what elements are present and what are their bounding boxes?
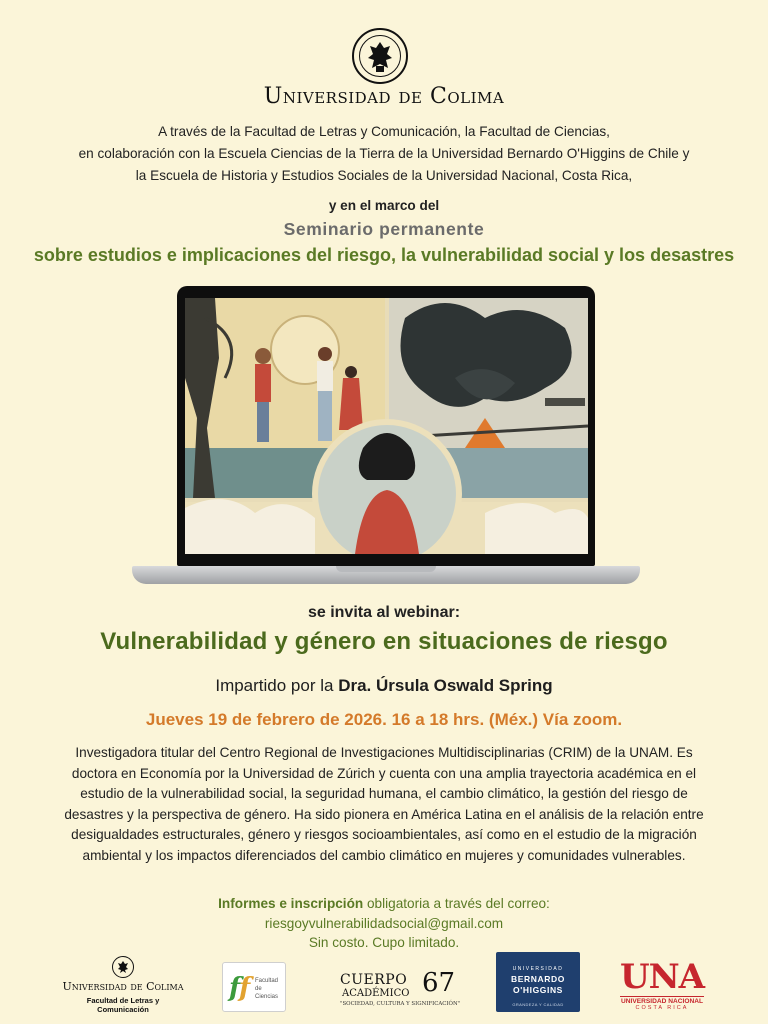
seminar-subtitle: sobre estudios e implicaciones del riesgo, la vulnerabilidad social y los desastres	[33, 245, 735, 265]
logo-cuerpo-academico	[340, 968, 461, 1010]
registration-label	[0, 896, 768, 911]
event-date: Jueves 19 de febrero de 2026. 16 a 18 hrs. (Méx.) Vía zoom.	[145, 710, 623, 729]
speaker-bio: Investigadora titular del Centro Regional de Investigaciones Multidisciplinarias (CRIM) de la UNAM. Es doctora en Economía por la Universidad de Zúrich y cuenta con una amplia trayectoria académica en el estudio de la vulnerabilidad social, la seguridad humana, el cambio climático, la gestión del riesgo de desastres y la perspectiva de género. Ha sido pionera en América Latina en el análisis de la relación entre desigualdades estructurales, género y riesgos socioambientales, así como en el estudio de la migración ambiental y los impactos diferenciados del cambio climático en mujeres y comunidades vulnerables.	[64, 745, 704, 863]
intro-line-1: A través de la Facultad de Letras y Comunicación, la Facultad de Ciencias,	[158, 124, 610, 139]
ca-line2: ACADÉMICO	[342, 988, 410, 999]
university-seal-logo	[352, 28, 408, 84]
ucol-seal-icon	[112, 956, 134, 978]
ca-number: 67	[422, 968, 456, 998]
fc-text-1: Facultad	[255, 978, 279, 984]
logo-facultad-ciencias	[222, 962, 286, 1012]
ucol-faculty: Facultad de Letras y Comunicación	[86, 996, 160, 1014]
logo-universidad-colima	[60, 956, 186, 1014]
speaker-prefix: Impartido por la	[215, 676, 339, 695]
speaker-name: Dra. Úrsula Oswald Spring	[338, 676, 553, 695]
fc-text	[255, 977, 278, 1001]
laptop-notch	[336, 566, 436, 572]
comic-illustration	[185, 298, 588, 554]
registration-label-rest: obligatoria a través del correo:	[363, 896, 550, 911]
registration-email[interactable]: riesgoyvulnerabilidadsocial@gmail.com	[264, 916, 504, 931]
intro-line-3: la Escuela de Historia y Estudios Sociales de la Universidad Nacional, Costa Rica,	[135, 168, 633, 183]
una-country: COSTA RICA	[635, 1005, 689, 1011]
university-name: Universidad de Colima	[263, 84, 505, 109]
una-name: UNIVERSIDAD NACIONAL	[620, 998, 704, 1005]
marco-text: y en el marco del	[328, 198, 440, 213]
speaker-line	[0, 676, 768, 696]
logo-universidad-ohiggins	[496, 952, 580, 1012]
seminar-title: Seminario permanente	[283, 219, 485, 239]
ucol-eagle-icon	[113, 957, 133, 977]
eagle-emblem-icon	[354, 30, 406, 82]
webinar-title: Vulnerabilidad y género en situaciones de riesgo	[100, 628, 668, 655]
laptop-screen-illustration	[185, 298, 588, 554]
fc-text-2: de	[255, 986, 262, 992]
logo-universidad-nacional	[616, 957, 708, 1014]
registration-label-bold: Informes e inscripción	[218, 896, 364, 911]
invite-text: se invita al webinar:	[307, 604, 461, 621]
ubo-line1: UNIVERSIDAD	[512, 966, 564, 972]
intro-text	[0, 121, 768, 187]
fc-text-3: Ciencias	[255, 994, 279, 1000]
una-logo-text: UNA	[619, 957, 705, 997]
intro-line-2: en colaboración con la Escuela Ciencias de la Tierra de la Universidad Bernardo O'Higgins de Chile y	[78, 146, 690, 161]
ca-line1: CUERPO	[340, 972, 408, 988]
ubo-line2: BERNARDO	[511, 974, 565, 984]
registration-note: Sin costo. Cupo limitado.	[308, 935, 460, 950]
ubo-line3: O'HIGGINS	[513, 985, 563, 995]
ca-subtitle: "SOCIEDAD, CULTURA Y SIGNIFICACIÓN"	[340, 1001, 461, 1007]
ubo-line4: GRANDEZA Y CALIDAD	[512, 1002, 564, 1007]
fc-emblem-icon: f f	[229, 973, 251, 1003]
ucol-name: Universidad de Colima	[62, 980, 184, 993]
